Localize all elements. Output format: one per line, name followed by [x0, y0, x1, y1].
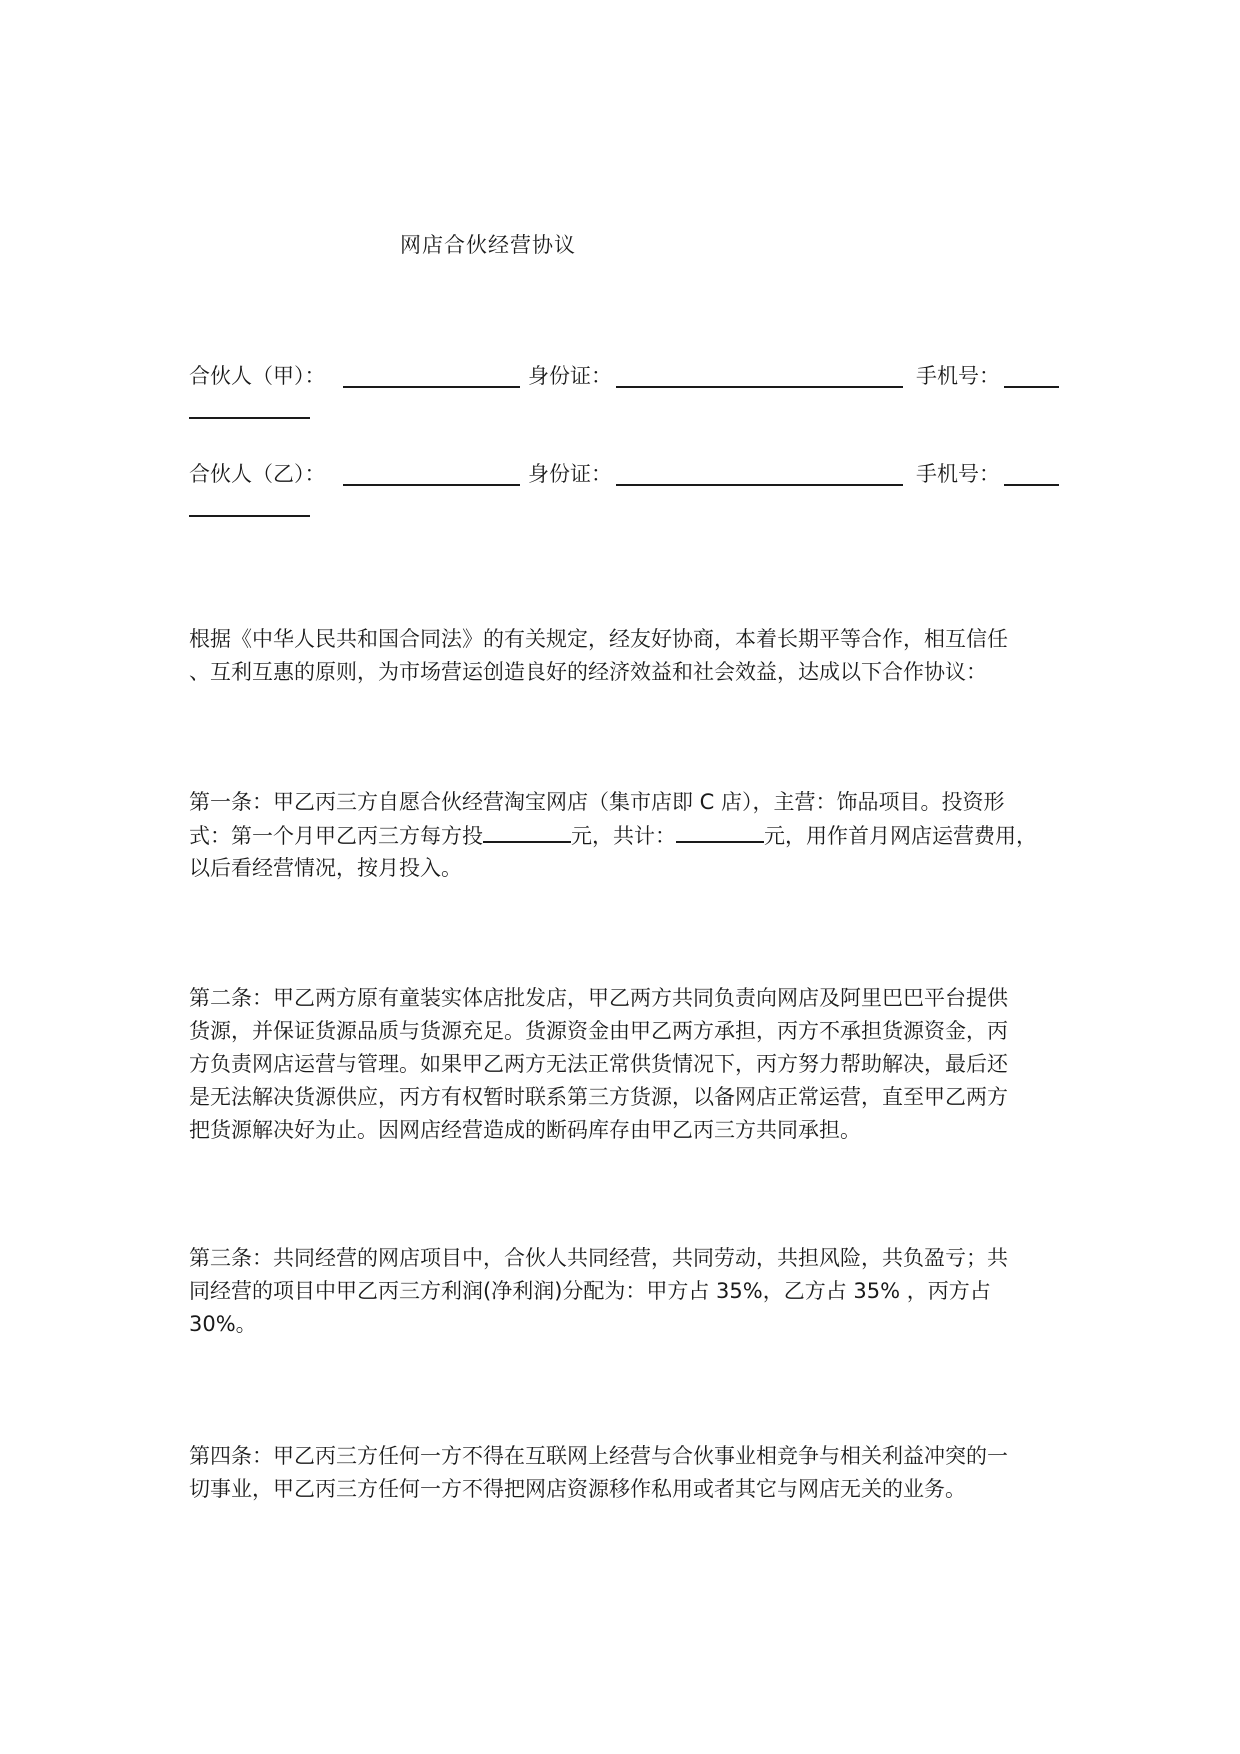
article-1-line	[189, 819, 1059, 852]
article-3-line: 同经营的项目中甲乙丙三方利润(净利润)分配为：甲方占 35%，乙方占 35% ，丙方占	[189, 1279, 991, 1303]
article-3-line: 30%。	[189, 1312, 257, 1336]
partner-a-name-blank	[343, 386, 520, 388]
partner-a-phone-blank	[1004, 386, 1059, 388]
article-2-line: 把货源解决好为止。因网店经营造成的断码库存由甲乙丙三方共同承担。	[189, 1118, 861, 1142]
article-1-line: 第一条：甲乙丙三方自愿合伙经营淘宝网店（集市店即 C 店），主营：饰品项目。投资形	[189, 790, 1005, 814]
document-title: 网店合伙经营协议	[400, 233, 576, 257]
partner-b-label: 合伙人（乙）：	[189, 462, 326, 486]
partner-a-id-blank	[616, 386, 903, 388]
article-4-paragraph	[189, 1440, 1059, 1506]
partner-a-phone-label: 手机号：	[916, 364, 1000, 388]
article-1-paragraph	[189, 786, 1059, 885]
partner-a-label: 合伙人（甲）：	[189, 364, 326, 388]
article-2-paragraph	[189, 982, 1059, 1147]
preamble-paragraph	[189, 623, 1059, 689]
partner-b-phone-blank-cont	[189, 515, 310, 517]
total-amount-blank	[676, 819, 764, 843]
partner-b-id-label: 身份证：	[528, 462, 612, 486]
article-3-paragraph	[189, 1242, 1059, 1341]
partner-a-phone-blank-cont	[189, 417, 310, 419]
partner-b-id-blank	[616, 484, 903, 486]
article-3-line: 第三条：共同经营的网店项目中，合伙人共同经营，共同劳动，共担风险，共负盈亏；共	[189, 1246, 1008, 1270]
partner-b-phone-blank	[1004, 484, 1059, 486]
partner-b-phone-label: 手机号：	[916, 462, 1000, 486]
article-4-line: 切事业，甲乙丙三方任何一方不得把网店资源移作私用或者其它与网店无关的业务。	[189, 1477, 966, 1501]
article-4-line: 第四条：甲乙丙三方任何一方不得在互联网上经营与合伙事业相竞争与相关利益冲突的一	[189, 1444, 1008, 1468]
partner-b-name-blank	[343, 484, 520, 486]
per-party-amount-blank	[483, 819, 571, 843]
article-2-line: 第二条：甲乙两方原有童装实体店批发店，甲乙两方共同负责向网店及阿里巴巴平台提供	[189, 986, 1008, 1010]
article-2-line: 是无法解决货源供应，丙方有权暂时联系第三方货源，以备网店正常运营，直至甲乙两方	[189, 1085, 1008, 1109]
article-2-line: 方负责网店运营与管理。如果甲乙两方无法正常供货情况下，丙方努力帮助解决，最后还	[189, 1052, 1008, 1076]
article-1-line: 以后看经营情况，按月投入。	[189, 856, 462, 880]
preamble-line: 、互利互惠的原则，为市场营运创造良好的经济效益和社会效益，达成以下合作协议：	[189, 660, 987, 684]
article-1-invest-text: 式：第一个月甲乙丙三方每方投	[189, 824, 483, 848]
article-1-total-text: 元，共计：	[571, 824, 676, 848]
article-1-usage-text: 元，用作首月网店运营费用，	[764, 824, 1037, 848]
preamble-line: 根据《中华人民共和国合同法》的有关规定，经友好协商，本着长期平等合作，相互信任	[189, 627, 1008, 651]
partner-a-id-label: 身份证：	[528, 364, 612, 388]
article-2-line: 货源，并保证货源品质与货源充足。货源资金由甲乙两方承担，丙方不承担货源资金，丙	[189, 1019, 1008, 1043]
